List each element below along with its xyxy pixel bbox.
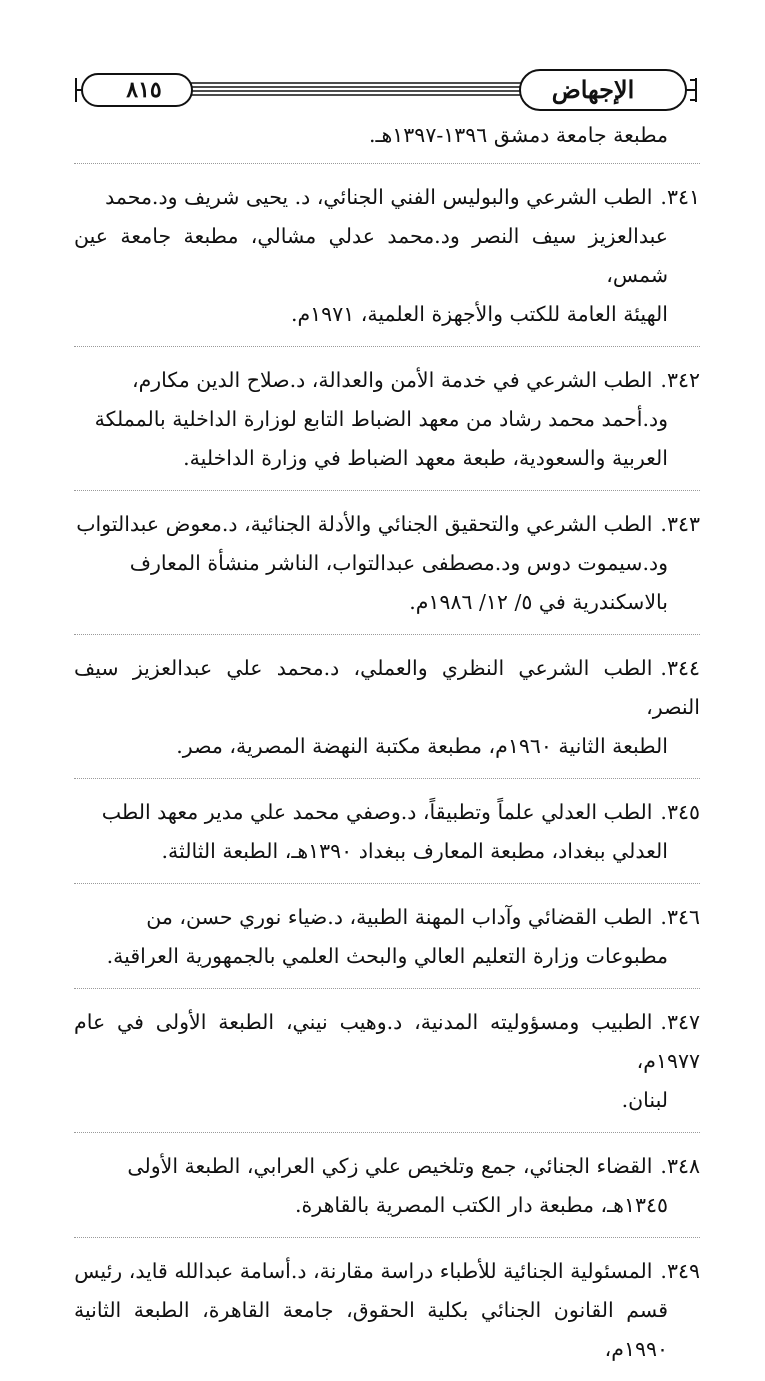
entry-line bbox=[74, 505, 700, 544]
entry-line bbox=[74, 361, 700, 400]
entry-text: الطبيب ومسؤوليته المدنية، د.وهيب نيني، الطبعة الأولى في عام ١٩٧٧م، bbox=[74, 1010, 700, 1073]
entry-text: قسم القانون الجنائي بكلية الحقوق، جامعة القاهرة، الطبعة الثانية ١٩٩٠م، bbox=[74, 1298, 668, 1361]
entry-text: القضاء الجنائي، جمع وتلخيص علي زكي العرابي، الطبعة الأولى bbox=[127, 1154, 653, 1178]
entry-text: الطب الشرعي في خدمة الأمن والعدالة، د.صلاح الدين مكارم، bbox=[131, 368, 653, 392]
entry-line bbox=[74, 1081, 700, 1120]
entry-text: الطب الشرعي والتحقيق الجنائي والأدلة الجنائية، د.معوض عبدالتواب bbox=[76, 512, 653, 536]
entry-line bbox=[74, 832, 700, 871]
entry-line bbox=[74, 649, 700, 727]
entry-text: بالاسكندرية في ٥/ ١٢/ ١٩٨٦م. bbox=[409, 590, 668, 614]
bibliography-entry bbox=[74, 505, 700, 622]
bibliography-entry bbox=[74, 178, 700, 334]
entry-number: ٣٤٨. bbox=[660, 1154, 700, 1178]
divider bbox=[74, 778, 700, 779]
entry-line bbox=[74, 898, 700, 937]
bibliography-entry bbox=[74, 1003, 700, 1120]
entry-text: ود.سيموت دوس ود.مصطفى عبدالتواب، الناشر منشأة المعارف bbox=[129, 551, 668, 575]
entry-text: الطب القضائي وآداب المهنة الطبية، د.ضياء نوري حسن، من bbox=[146, 905, 653, 929]
entry-line bbox=[74, 1186, 700, 1225]
entry-text: العربية والسعودية، طبعة معهد الضباط في وزارة الداخلية. bbox=[183, 446, 668, 470]
entry-line bbox=[74, 1252, 700, 1291]
entries-container bbox=[74, 178, 700, 1369]
divider bbox=[74, 634, 700, 635]
page-number: ٨١٥ bbox=[126, 77, 162, 103]
entry-line bbox=[74, 439, 700, 478]
entry-number: ٣٤٦. bbox=[660, 905, 700, 929]
bibliography-entry bbox=[74, 1252, 700, 1369]
entry-text: ود.أحمد محمد رشاد من معهد الضباط التابع لوزارة الداخلية بالمملكة bbox=[94, 407, 668, 431]
entry-line bbox=[74, 295, 700, 334]
entry-line bbox=[74, 1291, 700, 1369]
entry-line bbox=[74, 937, 700, 976]
entry-line bbox=[74, 217, 700, 295]
chapter-title: الإجهاض bbox=[551, 75, 635, 104]
bibliography-entry bbox=[74, 1147, 700, 1225]
continuation-line: مطبعة جامعة دمشق ١٣٩٦-١٣٩٧هـ. bbox=[368, 123, 668, 147]
entry-line bbox=[74, 583, 700, 622]
entry-number: ٣٤٥. bbox=[660, 800, 700, 824]
entry-text: عبدالعزيز سيف النصر ود.محمد عدلي مشالي، مطبعة جامعة عين شمس، bbox=[74, 224, 668, 287]
entry-number: ٣٤٩. bbox=[660, 1259, 700, 1283]
divider bbox=[74, 346, 700, 347]
entry-number: ٣٤٤. bbox=[660, 656, 700, 680]
divider bbox=[74, 988, 700, 989]
entry-number: ٣٤٢. bbox=[660, 368, 700, 392]
bibliography-entry bbox=[74, 361, 700, 478]
divider bbox=[74, 1237, 700, 1238]
entry-text: المسئولية الجنائية للأطباء دراسة مقارنة، د.أسامة عبدالله قايد، رئيس bbox=[74, 1259, 653, 1283]
entry-number: ٣٤٣. bbox=[660, 512, 700, 536]
entry-text: ١٣٤٥هـ، مطبعة دار الكتب المصرية بالقاهرة. bbox=[295, 1193, 668, 1217]
entry-line bbox=[74, 1003, 700, 1081]
entry-line bbox=[74, 727, 700, 766]
bibliography-entry bbox=[74, 649, 700, 766]
entry-text: مطبوعات وزارة التعليم العالي والبحث العلمي بالجمهورية العراقية. bbox=[106, 944, 668, 968]
entry-line bbox=[74, 544, 700, 583]
entry-text: الطب الشرعي والبوليس الفني الجنائي، د. يحيى شريف ود.محمد bbox=[105, 185, 653, 209]
entry-text: لبنان. bbox=[621, 1088, 668, 1112]
entry-text: الطب الشرعي النظري والعملي، د.محمد علي عبدالعزيز سيف النصر، bbox=[74, 656, 700, 719]
entry-line bbox=[74, 178, 700, 217]
bibliography-list bbox=[74, 116, 700, 1381]
entry-text: الهيئة العامة للكتب والأجهزة العلمية، ١٩٧١م. bbox=[290, 302, 668, 326]
entry-text: الطب العدلي علماً وتطبيقاً، د.وصفي محمد علي مدير معهد الطب bbox=[101, 800, 653, 824]
entry-number: ٣٤٧. bbox=[660, 1010, 700, 1034]
entry-text: الطبعة الثانية ١٩٦٠م، مطبعة مكتبة النهضة المصرية، مصر. bbox=[176, 734, 668, 758]
entry-number: ٣٤١. bbox=[660, 185, 700, 209]
bibliography-entry bbox=[74, 898, 700, 976]
divider bbox=[74, 883, 700, 884]
entry-line bbox=[74, 400, 700, 439]
entry-line bbox=[74, 793, 700, 832]
entry-text: العدلي ببغداد، مطبعة المعارف ببغداد ١٣٩٠هـ، الطبعة الثالثة. bbox=[161, 839, 668, 863]
divider bbox=[74, 1132, 700, 1133]
divider bbox=[74, 490, 700, 491]
divider bbox=[74, 163, 700, 164]
running-header bbox=[72, 66, 700, 116]
bibliography-entry bbox=[74, 793, 700, 871]
entry-line bbox=[74, 1147, 700, 1186]
